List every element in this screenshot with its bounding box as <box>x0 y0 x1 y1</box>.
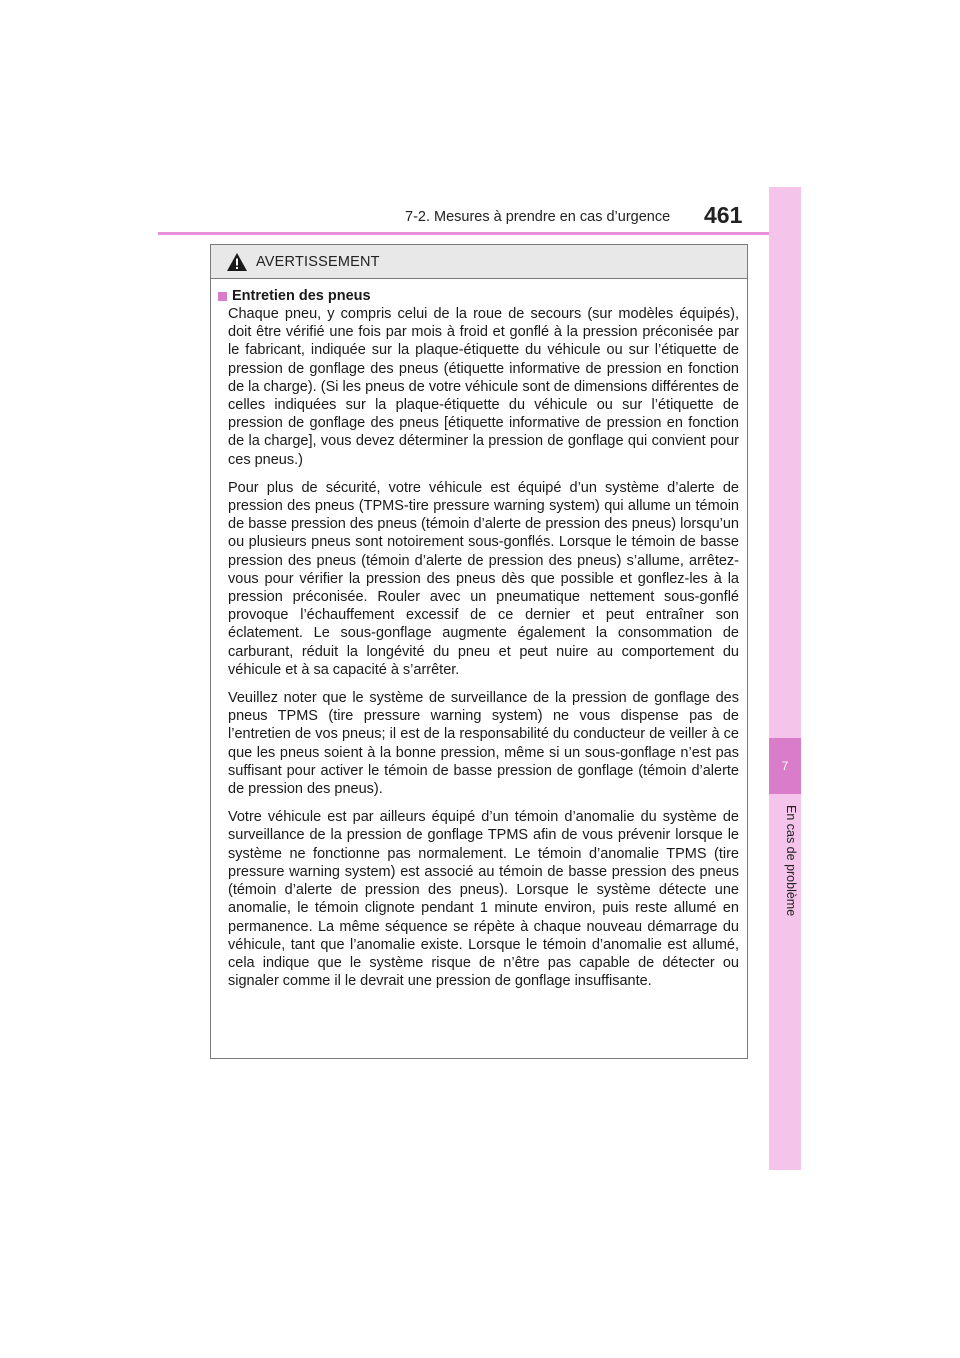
paragraph-tpms-alert: Pour plus de sécurité, votre véhicule est équipé d’un système d’alerte de pression des pneus (TPMS-tire pressure warning system) qui allume un témoin de basse pression des pneus (témoin d’alerte de pression des pneus) lorsqu’un ou plusieurs pneus sont notoirement sous-gonflés. Lorsque le témoin de basse pression des pneus (témoin d’alerte de pression des pneus) s’allume, arrêtez-vous pour vérifier la pression des pneus dès que possible et gonflez-les à la pression préconisée. Rouler avec un pneumatique nettement sous-gonflé provoque l’échauffement excessif de ce dernier et peut entraîner son éclatement. Le sous-gonflage augmente également la consommation de carburant, réduit la longévité du pneu et peut nuire au comportement du véhicule et à sa capacité à s’arrêter. <box>228 479 739 678</box>
header-rule <box>158 232 801 235</box>
section-title: 7-2. Mesures à prendre en cas d’urgence <box>405 209 671 225</box>
square-bullet-icon <box>218 292 227 301</box>
warning-box <box>210 244 748 1059</box>
chapter-title: En cas de problème <box>784 805 798 917</box>
item-heading-text: Entretien des pneus <box>232 288 371 304</box>
chapter-side-tab <box>769 187 801 1170</box>
warning-title: AVERTISSEMENT <box>256 253 380 270</box>
item-heading <box>218 288 739 304</box>
warning-triangle-icon <box>226 252 248 272</box>
page-number: 461 <box>704 202 743 228</box>
paragraph-malfunction-indicator: Votre véhicule est par ailleurs équipé d’un témoin d’anomalie du système de surveillance de la pression de gonflage TPMS afin de vous prévenir lorsque le système ne fonctionne pas normalement. Le témoin d’anomalie TPMS (tire pressure warning system) est associé au témoin de basse pression des pneus (témoin d’alerte de pression des pneus). Lorsque le système détecte une anomalie, le témoin clignote pendant 1 minute environ, puis reste allumé en permanence. La même séquence se répète à chaque nouveau démarrage du véhicule, tant que l’anomalie existe. Lorsque le témoin d’anomalie est allumé, cela indique que le système risque de n’être pas capable de détecter ou signaler comme il le devrait une pression de gonflage insuffisante. <box>228 809 739 990</box>
warning-body <box>211 279 747 990</box>
paragraph-inspection: Chaque pneu, y compris celui de la roue de secours (sur modèles équipés), doit être vérifié une fois par mois à froid et gonflé à la pression préconisée par le fabricant, indiquée sur la plaque-étiquette du véhicule ou sur l’étiquette de pression de gonflage des pneus (étiquette informative de pression en fonction de la charge). (Si les pneus de votre véhicule sont de dimensions différentes de celles indiquées sur la plaque-étiquette du véhicule ou sur l’étiquette de pression de gonflage des pneus [étiquette informative de pression en fonction de la charge], vous devez déterminer la pression de gonflage qui convient pour ces pneus.) <box>228 306 739 468</box>
paragraph-driver-responsibility: Veuillez noter que le système de surveillance de la pression de gonflage des pneus TPMS (tire pressure warning system) ne vous dispense pas de l’entretien de vos pneus; il est de la responsabilité du conducteur de veiller à ce que les pneus soient à la bonne pression, même si un sous-gonflage n’est pas suffisant pour activer le témoin de basse pression de gonflage (témoin d’alerte de pression des pneus). <box>228 690 739 798</box>
chapter-number: 7 <box>769 738 801 794</box>
warning-header <box>211 245 747 279</box>
